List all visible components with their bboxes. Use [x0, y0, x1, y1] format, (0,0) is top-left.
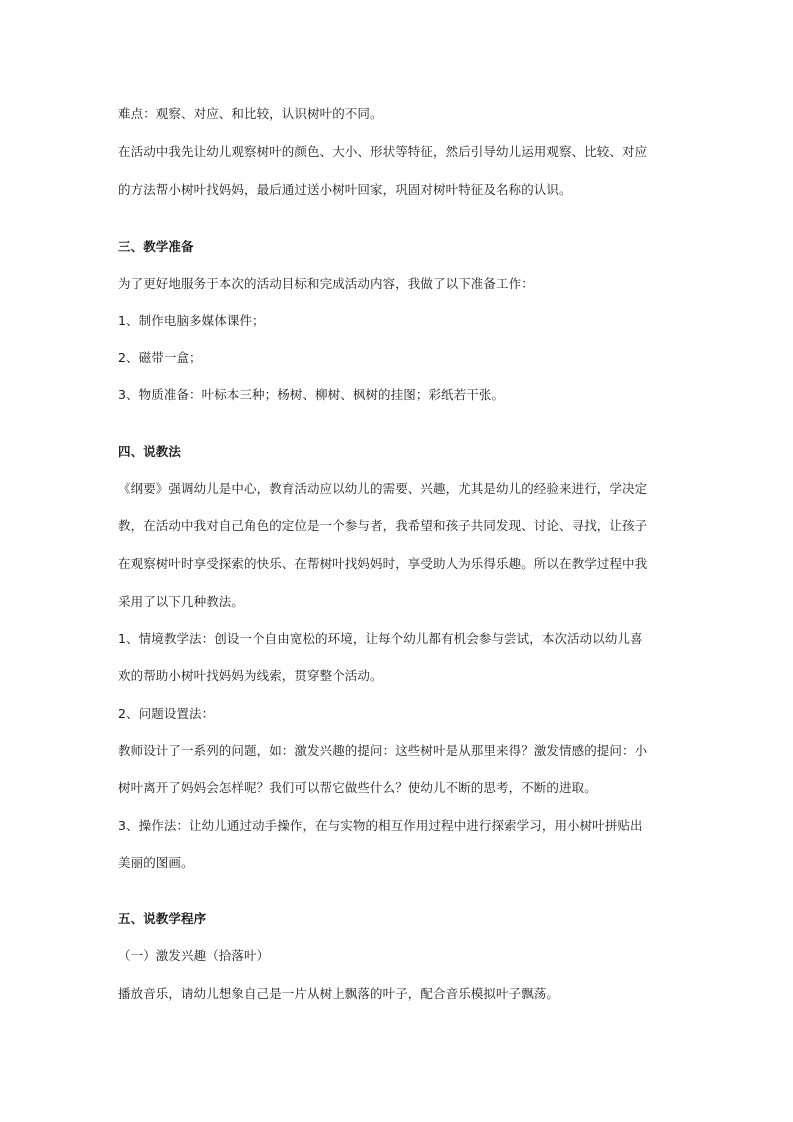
text-line: 播放音乐，请幼儿想象自己是一片从树上飘落的叶子，配合音乐模拟叶子飘荡。	[118, 986, 560, 1001]
text-line-difficulty: 难点：观察、对应、和比较，认识树叶的不同。	[118, 106, 383, 121]
list-item: 1、制作电脑多媒体课件；	[118, 313, 265, 328]
subsection-heading: （一）激发兴趣（拾落叶）	[118, 948, 270, 963]
text-line: 教，在活动中我对自己角色的定位是一个参与者，我希望和孩子共同发现、讨论、寻找，让孩子	[118, 518, 648, 533]
text-line: 为了更好地服务于本次的活动目标和完成活动内容，我做了以下准备工作：	[118, 276, 534, 291]
list-item: 3、物质准备：叶标本三种；杨树、柳树、枫树的挂图；彩纸若干张。	[118, 387, 505, 402]
section-heading-teaching-method: 四、说教法	[118, 444, 182, 459]
text-line: 树叶离开了妈妈会怎样呢？我们可以帮它做些什么？使幼儿不断的思考，不断的进取。	[118, 780, 597, 795]
text-line: 采用了以下几种教法。	[118, 594, 245, 609]
text-line: 《纲要》强调幼儿是中心，教育活动应以幼儿的需要、兴趣，尤其是幼儿的经验来进行，学决定	[118, 481, 648, 496]
list-item: 3、操作法：让幼儿通过动手操作，在与实物的相互作用过程中进行探索学习，用小树叶拼贴出	[118, 818, 643, 833]
text-line: 教师设计了一系列的问题，如：激发兴趣的提问：这些树叶是从那里来得？激发情感的提问：小	[118, 743, 648, 758]
list-item: 2、磁带一盒；	[118, 350, 202, 365]
section-heading-preparation: 三、教学准备	[118, 239, 194, 254]
list-item: 1、情境教学法：创设一个自由宽松的环境，让每个幼儿都有机会参与尝试，本次活动以幼儿喜	[118, 631, 643, 646]
list-item: 2、问题设置法：	[118, 706, 215, 721]
text-line: 的方法帮小树叶找妈妈，最后通过送小树叶回家，巩固对树叶特征及名称的认识。	[118, 182, 572, 197]
text-line: 在活动中我先让幼儿观察树叶的颜色、大小、形状等特征，然后引导幼儿运用观察、比较、对应	[118, 144, 648, 159]
text-line: 欢的帮助小树叶找妈妈为线索，贯穿整个活动。	[118, 668, 383, 683]
text-line: 美丽的图画。	[118, 855, 194, 870]
section-heading-teaching-procedure: 五、说教学程序	[118, 911, 207, 926]
text-line: 在观察树叶时享受探索的快乐、在帮树叶找妈妈时，享受助人为乐得乐趣。所以在教学过程中我	[118, 556, 648, 571]
